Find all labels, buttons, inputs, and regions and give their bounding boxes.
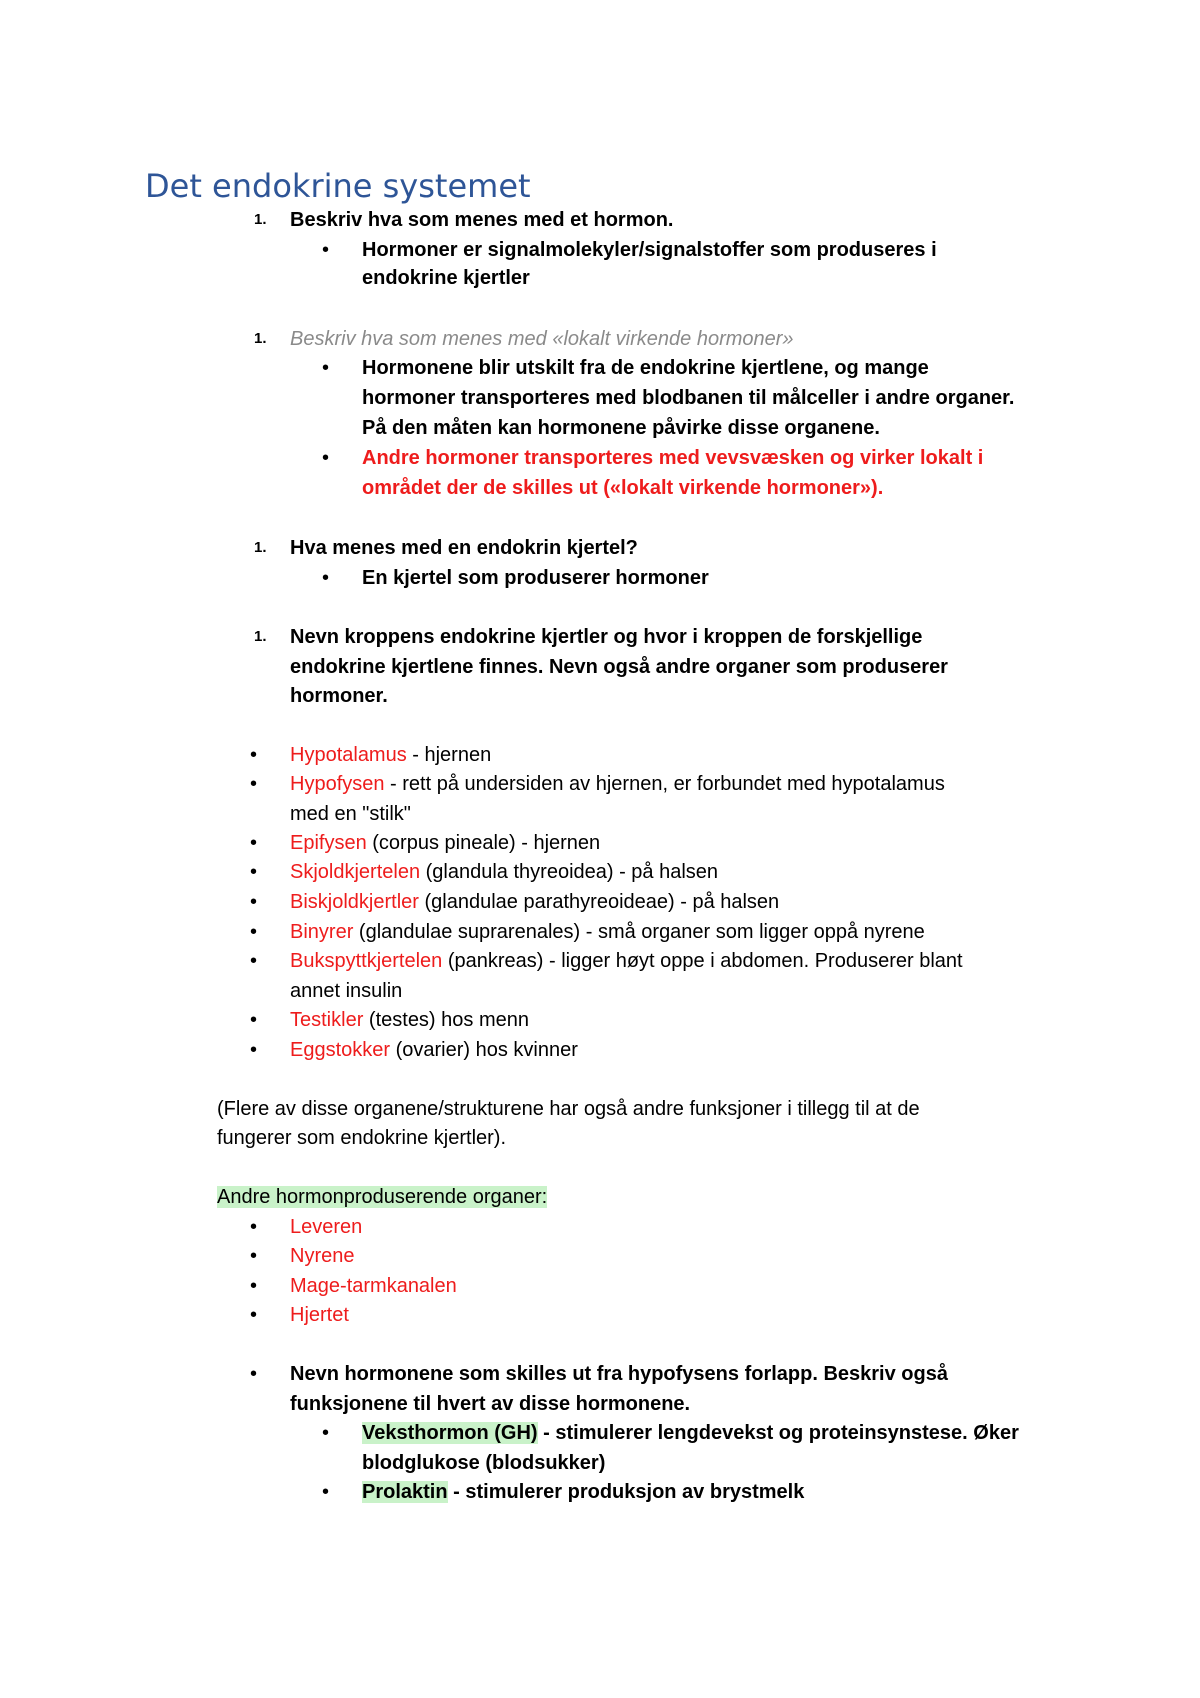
gland-name: Biskjoldkjertler (290, 891, 419, 913)
gland-description: (corpus pineale) - hjernen (366, 832, 601, 854)
bullet-icon: • (322, 567, 330, 589)
bullet-icon: • (322, 447, 330, 469)
question-text: Nevn hormonene som skilles ut fra hypofysens forlapp. Beskriv også (290, 1363, 948, 1385)
gland-name: Testikler (290, 1009, 364, 1031)
gland-description: med en "stilk" (290, 803, 411, 825)
gland-description: (glandulae parathyreoideae) - på halsen (418, 891, 780, 913)
gland-description: (testes) hos menn (363, 1009, 529, 1031)
bullet-icon: • (250, 1216, 258, 1238)
list-item (290, 947, 963, 975)
bullet-icon: • (322, 357, 330, 379)
bullet-icon: • (322, 239, 330, 261)
section-heading (217, 1183, 547, 1211)
hormone-description: - stimulerer produksjon av brystmelk (447, 1481, 805, 1503)
list-item (290, 888, 779, 916)
bullet-icon: • (322, 1481, 330, 1503)
gland-name: Eggstokker (290, 1039, 391, 1061)
hormone-item (362, 1478, 804, 1506)
gland-name: Binyrer (290, 921, 354, 943)
answer-text: endokrine kjertler (362, 267, 530, 289)
gland-description: (ovarier) hos kvinner (390, 1039, 578, 1061)
question-text: Hva menes med en endokrin kjertel? (290, 537, 638, 559)
answer-text: Hormoner er signalmolekyler/signalstoffer som produseres i (362, 239, 937, 261)
list-item (290, 918, 925, 946)
bullet-icon: • (250, 832, 258, 854)
hormone-name: Veksthormon (GH) (362, 1422, 538, 1444)
question-number: 1. (254, 539, 267, 556)
organ-item: Nyrene (290, 1245, 355, 1267)
list-item (290, 741, 491, 769)
question-text: Beskriv hva som menes med «lokalt virkende hormoner» (290, 328, 794, 350)
bullet-icon: • (250, 1245, 258, 1267)
list-item (290, 858, 718, 886)
bullet-icon: • (250, 1275, 258, 1297)
hormone-description: - stimulerer lengdevekst og proteinsynstese. Øker (537, 1422, 1019, 1444)
question-number: 1. (254, 628, 267, 645)
gland-description: - rett på undersiden av hjernen, er forbundet med hypotalamus (384, 773, 945, 795)
gland-description: annet insulin (290, 980, 403, 1002)
gland-name: Epifysen (290, 832, 367, 854)
list-item (290, 829, 600, 857)
note-text: (Flere av disse organene/strukturene har også andre funksjoner i tillegg til at de (217, 1098, 920, 1120)
gland-description: (pankreas) - ligger høyt oppe i abdomen. Produserer blant (442, 950, 963, 972)
organ-item: Hjertet (290, 1304, 349, 1326)
bullet-icon: • (250, 1039, 258, 1061)
gland-name: Skjoldkjertelen (290, 861, 421, 883)
gland-name: Hypotalamus (290, 744, 407, 766)
highlighted-heading: Andre hormonproduserende organer: (217, 1186, 548, 1208)
bullet-icon: • (322, 1422, 330, 1444)
question-text: Nevn kroppens endokrine kjertler og hvor i kroppen de forskjellige (290, 626, 923, 648)
bullet-icon: • (250, 773, 258, 795)
answer-text: På den måten kan hormonene påvirke disse organene. (362, 417, 880, 439)
question-text: hormoner. (290, 685, 388, 707)
bullet-icon: • (250, 1304, 258, 1326)
bullet-icon: • (250, 950, 258, 972)
question-text: endokrine kjertlene finnes. Nevn også andre organer som produserer (290, 656, 948, 678)
gland-description: (glandula thyreoidea) - på halsen (420, 861, 719, 883)
organ-item: Leveren (290, 1216, 363, 1238)
bullet-icon: • (250, 891, 258, 913)
question-number: 1. (254, 211, 267, 228)
bullet-icon: • (250, 744, 258, 766)
bullet-icon: • (250, 1363, 258, 1385)
answer-text: hormoner transporteres med blodbanen til målceller i andre organer. (362, 387, 1015, 409)
answer-text-red: Andre hormoner transporteres med vevsvæsken og virker lokalt i (362, 447, 984, 469)
page-title: Det endokrine systemet (145, 167, 531, 205)
answer-text-red: området der de skilles ut («lokalt virkende hormoner»). (362, 477, 884, 499)
organ-item: Mage-tarmkanalen (290, 1275, 457, 1297)
list-item (290, 770, 945, 798)
question-number: 1. (254, 330, 267, 347)
question-text: funksjonene til hvert av disse hormonene. (290, 1393, 691, 1415)
bullet-icon: • (250, 861, 258, 883)
bullet-icon: • (250, 1009, 258, 1031)
question-text: Beskriv hva som menes med et hormon. (290, 209, 674, 231)
list-item (290, 1006, 529, 1034)
answer-text: En kjertel som produserer hormoner (362, 567, 709, 589)
gland-description: (glandulae suprarenales) - små organer som ligger oppå nyrene (353, 921, 925, 943)
gland-description: - hjernen (406, 744, 492, 766)
hormone-item (362, 1419, 1019, 1447)
note-text: fungerer som endokrine kjertler). (217, 1127, 507, 1149)
hormone-name: Prolaktin (362, 1481, 448, 1503)
bullet-icon: • (250, 921, 258, 943)
hormone-description: blodglukose (blodsukker) (362, 1452, 606, 1474)
gland-name: Bukspyttkjertelen (290, 950, 443, 972)
list-item (290, 1036, 578, 1064)
gland-name: Hypofysen (290, 773, 385, 795)
answer-text: Hormonene blir utskilt fra de endokrine kjertlene, og mange (362, 357, 929, 379)
